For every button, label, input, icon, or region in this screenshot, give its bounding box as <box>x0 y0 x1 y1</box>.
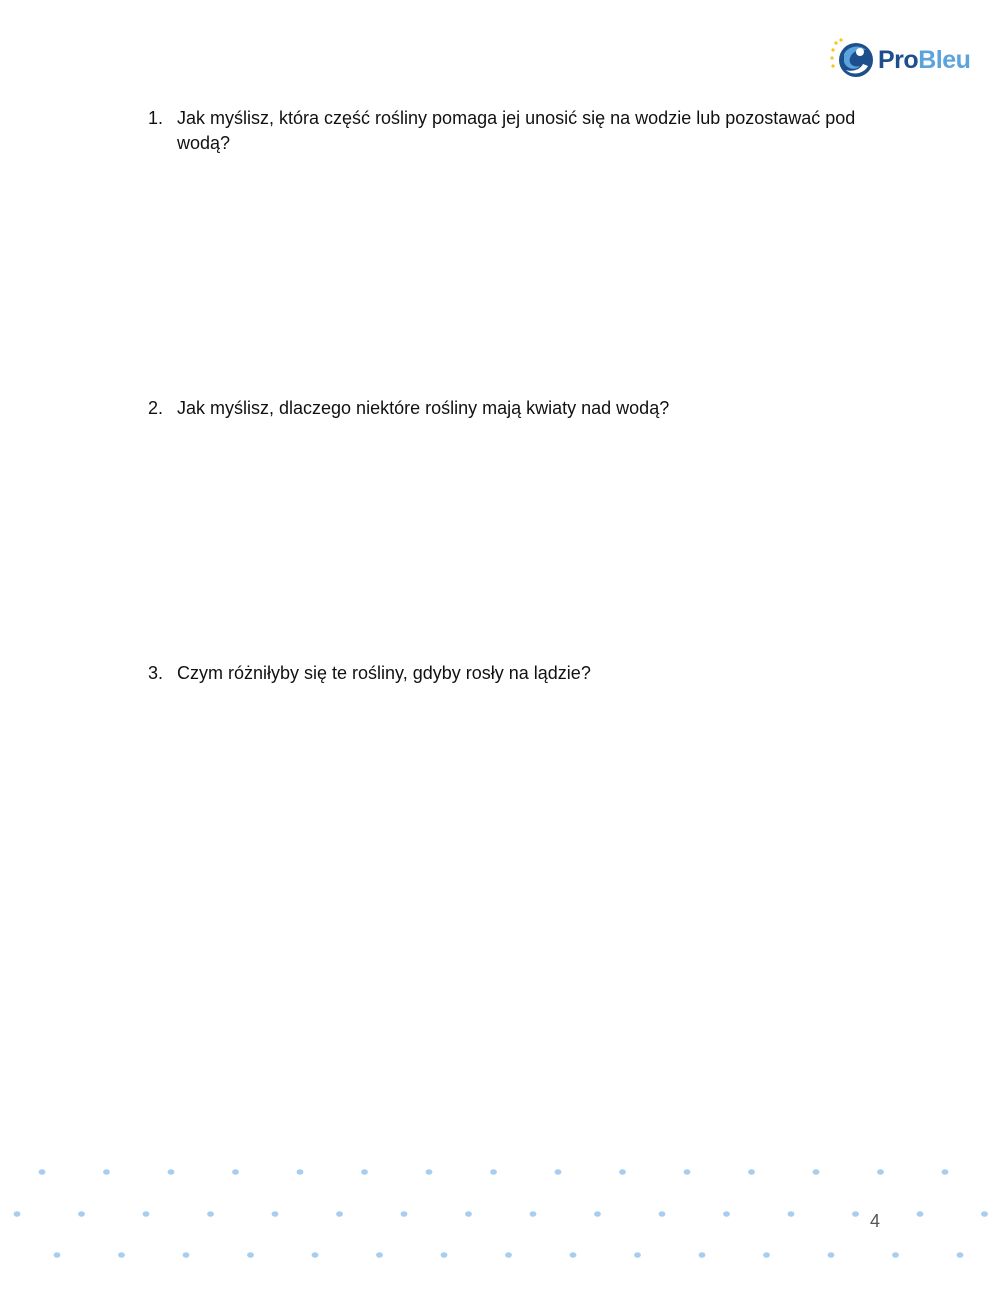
decorative-dot <box>634 1252 641 1258</box>
decorative-dot <box>247 1252 254 1258</box>
probleu-swirl-logo-icon <box>830 38 876 82</box>
decorative-dot <box>441 1252 448 1258</box>
decorative-dot <box>272 1211 279 1217</box>
decorative-dot <box>684 1169 691 1175</box>
decorative-dot <box>852 1211 859 1217</box>
decorative-dot <box>312 1252 319 1258</box>
decorative-dot <box>490 1169 497 1175</box>
decorative-dot <box>788 1211 795 1217</box>
decorative-dot <box>143 1211 150 1217</box>
decorative-dot <box>401 1211 408 1217</box>
decorative-dot <box>813 1169 820 1175</box>
decorative-dot <box>505 1252 512 1258</box>
question-1 <box>148 106 868 156</box>
decorative-dot <box>168 1169 175 1175</box>
decorative-dot <box>426 1169 433 1175</box>
question-number: 3. <box>148 663 164 683</box>
page-number: 4 <box>870 1211 881 1231</box>
decorative-dot <box>54 1252 61 1258</box>
decorative-dot <box>957 1252 964 1258</box>
decorative-dot <box>877 1169 884 1175</box>
question-2 <box>148 396 868 421</box>
decorative-dot-pattern <box>0 1150 1000 1270</box>
decorative-dot <box>78 1211 85 1217</box>
question-text: Czym różniłyby się te rośliny, gdyby rosły na lądzie? <box>177 663 591 683</box>
decorative-dot <box>892 1252 899 1258</box>
question-text: Jak myślisz, która część rośliny pomaga jej unosić się na wodzie lub pozostawać pod wodą? <box>177 108 856 153</box>
decorative-dot <box>376 1252 383 1258</box>
logo-text-pro: Pro <box>878 45 919 74</box>
decorative-dot <box>917 1211 924 1217</box>
decorative-dot <box>828 1252 835 1258</box>
decorative-dot <box>103 1169 110 1175</box>
decorative-dot <box>594 1211 601 1217</box>
decorative-dot <box>570 1252 577 1258</box>
decorative-dot <box>530 1211 537 1217</box>
decorative-dot <box>748 1169 755 1175</box>
question-3 <box>148 661 868 686</box>
decorative-dot <box>297 1169 304 1175</box>
question-number: 1. <box>148 108 164 128</box>
probleu-logo <box>830 38 980 82</box>
decorative-dot <box>232 1169 239 1175</box>
decorative-dot <box>465 1211 472 1217</box>
logo-text-bleu: Bleu <box>918 45 971 74</box>
decorative-dot <box>207 1211 214 1217</box>
decorative-dot <box>699 1252 706 1258</box>
decorative-dot <box>723 1211 730 1217</box>
decorative-dot <box>39 1169 46 1175</box>
decorative-dot <box>361 1169 368 1175</box>
decorative-dot <box>942 1169 949 1175</box>
decorative-dot <box>763 1252 770 1258</box>
decorative-dot <box>659 1211 666 1217</box>
decorative-dot <box>619 1169 626 1175</box>
decorative-dot <box>118 1252 125 1258</box>
decorative-dot <box>336 1211 343 1217</box>
decorative-dot <box>14 1211 21 1217</box>
question-number: 2. <box>148 398 164 418</box>
decorative-dot <box>555 1169 562 1175</box>
decorative-dot <box>183 1252 190 1258</box>
question-text: Jak myślisz, dlaczego niektóre rośliny mają kwiaty nad wodą? <box>177 398 670 418</box>
decorative-dot <box>981 1211 988 1217</box>
